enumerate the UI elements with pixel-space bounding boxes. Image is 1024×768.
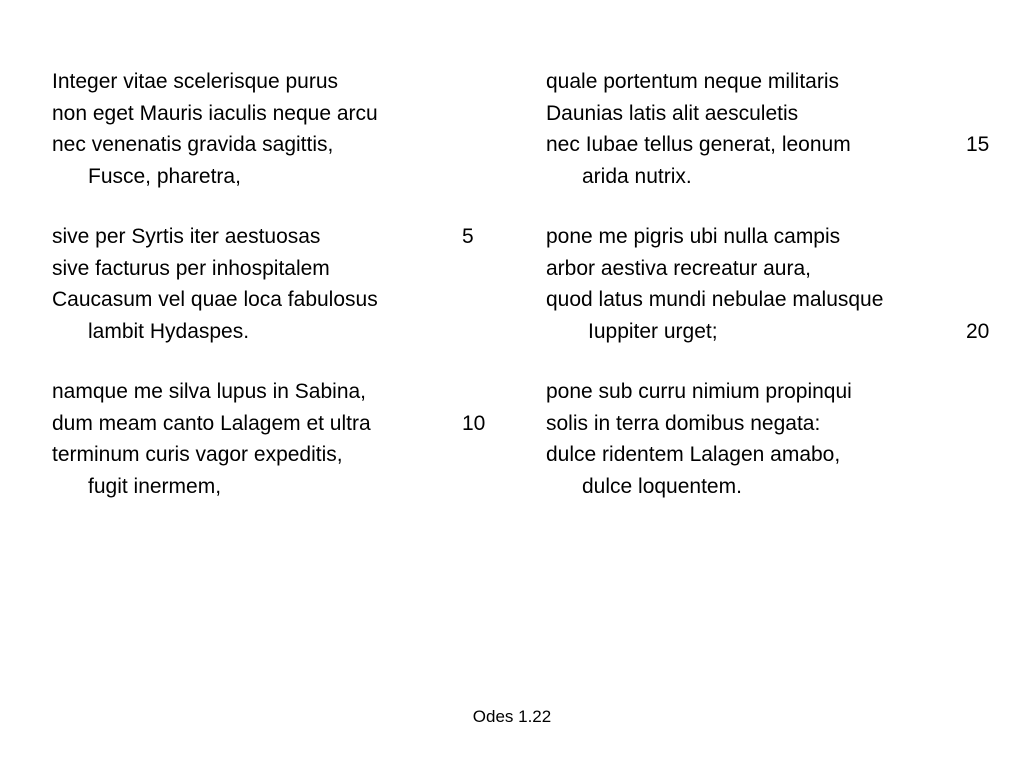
- verse-text: Integer vitae scelerisque purus: [52, 70, 338, 93]
- verse-text: Daunias latis alit aesculetis: [546, 101, 799, 125]
- line-number: 10: [462, 411, 486, 435]
- verse-text: arbor aestiva recreatur aura,: [546, 256, 811, 280]
- verse-line: [546, 376, 1016, 408]
- verse-line: [546, 408, 1016, 440]
- verse-text: quale portentum neque militaris: [546, 70, 839, 93]
- verse-line: [546, 98, 1016, 130]
- verse-line: [52, 408, 512, 440]
- verse-line: [52, 221, 512, 253]
- verse-line: [546, 253, 1016, 285]
- verse-line-adonic: [546, 161, 1016, 193]
- verse-line-adonic: [546, 471, 1016, 503]
- verse-text: arida nutrix.: [582, 164, 692, 188]
- verse-line: [546, 129, 1016, 161]
- verse-text: quod latus mundi nebulae malusque: [546, 288, 884, 311]
- stanza-6: [546, 376, 1016, 502]
- line-number: 15: [966, 133, 990, 156]
- verse-text: pone sub curru nimium propinqui: [546, 380, 852, 403]
- verse-text: dum meam canto Lalagem et ultra: [52, 411, 371, 435]
- verse-line: [52, 129, 512, 161]
- stanza-3: [52, 376, 512, 502]
- verse-text: sive per Syrtis iter aestuosas: [52, 225, 321, 248]
- verse-text: nec Iubae tellus generat, leonum: [546, 133, 851, 156]
- verse-text: fugit inermem,: [88, 474, 222, 498]
- stanza-5: [546, 221, 1016, 347]
- verse-text: terminum curis vagor expeditis,: [52, 443, 343, 466]
- slide-caption: Odes 1.22: [472, 707, 552, 726]
- poem-left-column: [52, 66, 512, 531]
- verse-line: [52, 98, 512, 130]
- verse-line: [52, 439, 512, 471]
- verse-line: [52, 66, 512, 98]
- verse-text: sive facturus per inhospitalem: [52, 256, 330, 280]
- verse-text: Caucasum vel quae loca fabulosus: [52, 288, 378, 311]
- verse-line: [52, 253, 512, 285]
- verse-line-adonic: [52, 161, 512, 193]
- verse-text: dulce ridentem Lalagen amabo,: [546, 443, 841, 466]
- line-number: 20: [966, 319, 990, 343]
- stanza-1: [52, 66, 512, 192]
- verse-line: [52, 284, 512, 316]
- stanza-4: [546, 66, 1016, 192]
- verse-text: non eget Mauris iaculis neque arcu: [52, 101, 378, 125]
- verse-text: Fusce, pharetra,: [88, 164, 241, 188]
- verse-line: [546, 66, 1016, 98]
- verse-text: nec venenatis gravida sagittis,: [52, 133, 334, 156]
- verse-text: pone me pigris ubi nulla campis: [546, 225, 841, 248]
- verse-text: lambit Hydaspes.: [88, 319, 250, 343]
- verse-line: [546, 284, 1016, 316]
- stanza-2: [52, 221, 512, 347]
- verse-line-adonic: [52, 316, 512, 348]
- verse-line: [546, 221, 1016, 253]
- verse-line: [546, 439, 1016, 471]
- verse-text: dulce loquentem.: [582, 474, 742, 498]
- verse-text: solis in terra domibus negata:: [546, 411, 821, 435]
- verse-line: [52, 376, 512, 408]
- verse-text: Iuppiter urget;: [588, 319, 718, 343]
- line-number: 5: [462, 225, 474, 248]
- poem-right-column: [546, 66, 1016, 531]
- verse-line-adonic: [546, 316, 1016, 348]
- verse-line-adonic: [52, 471, 512, 503]
- verse-text: namque me silva lupus in Sabina,: [52, 380, 367, 403]
